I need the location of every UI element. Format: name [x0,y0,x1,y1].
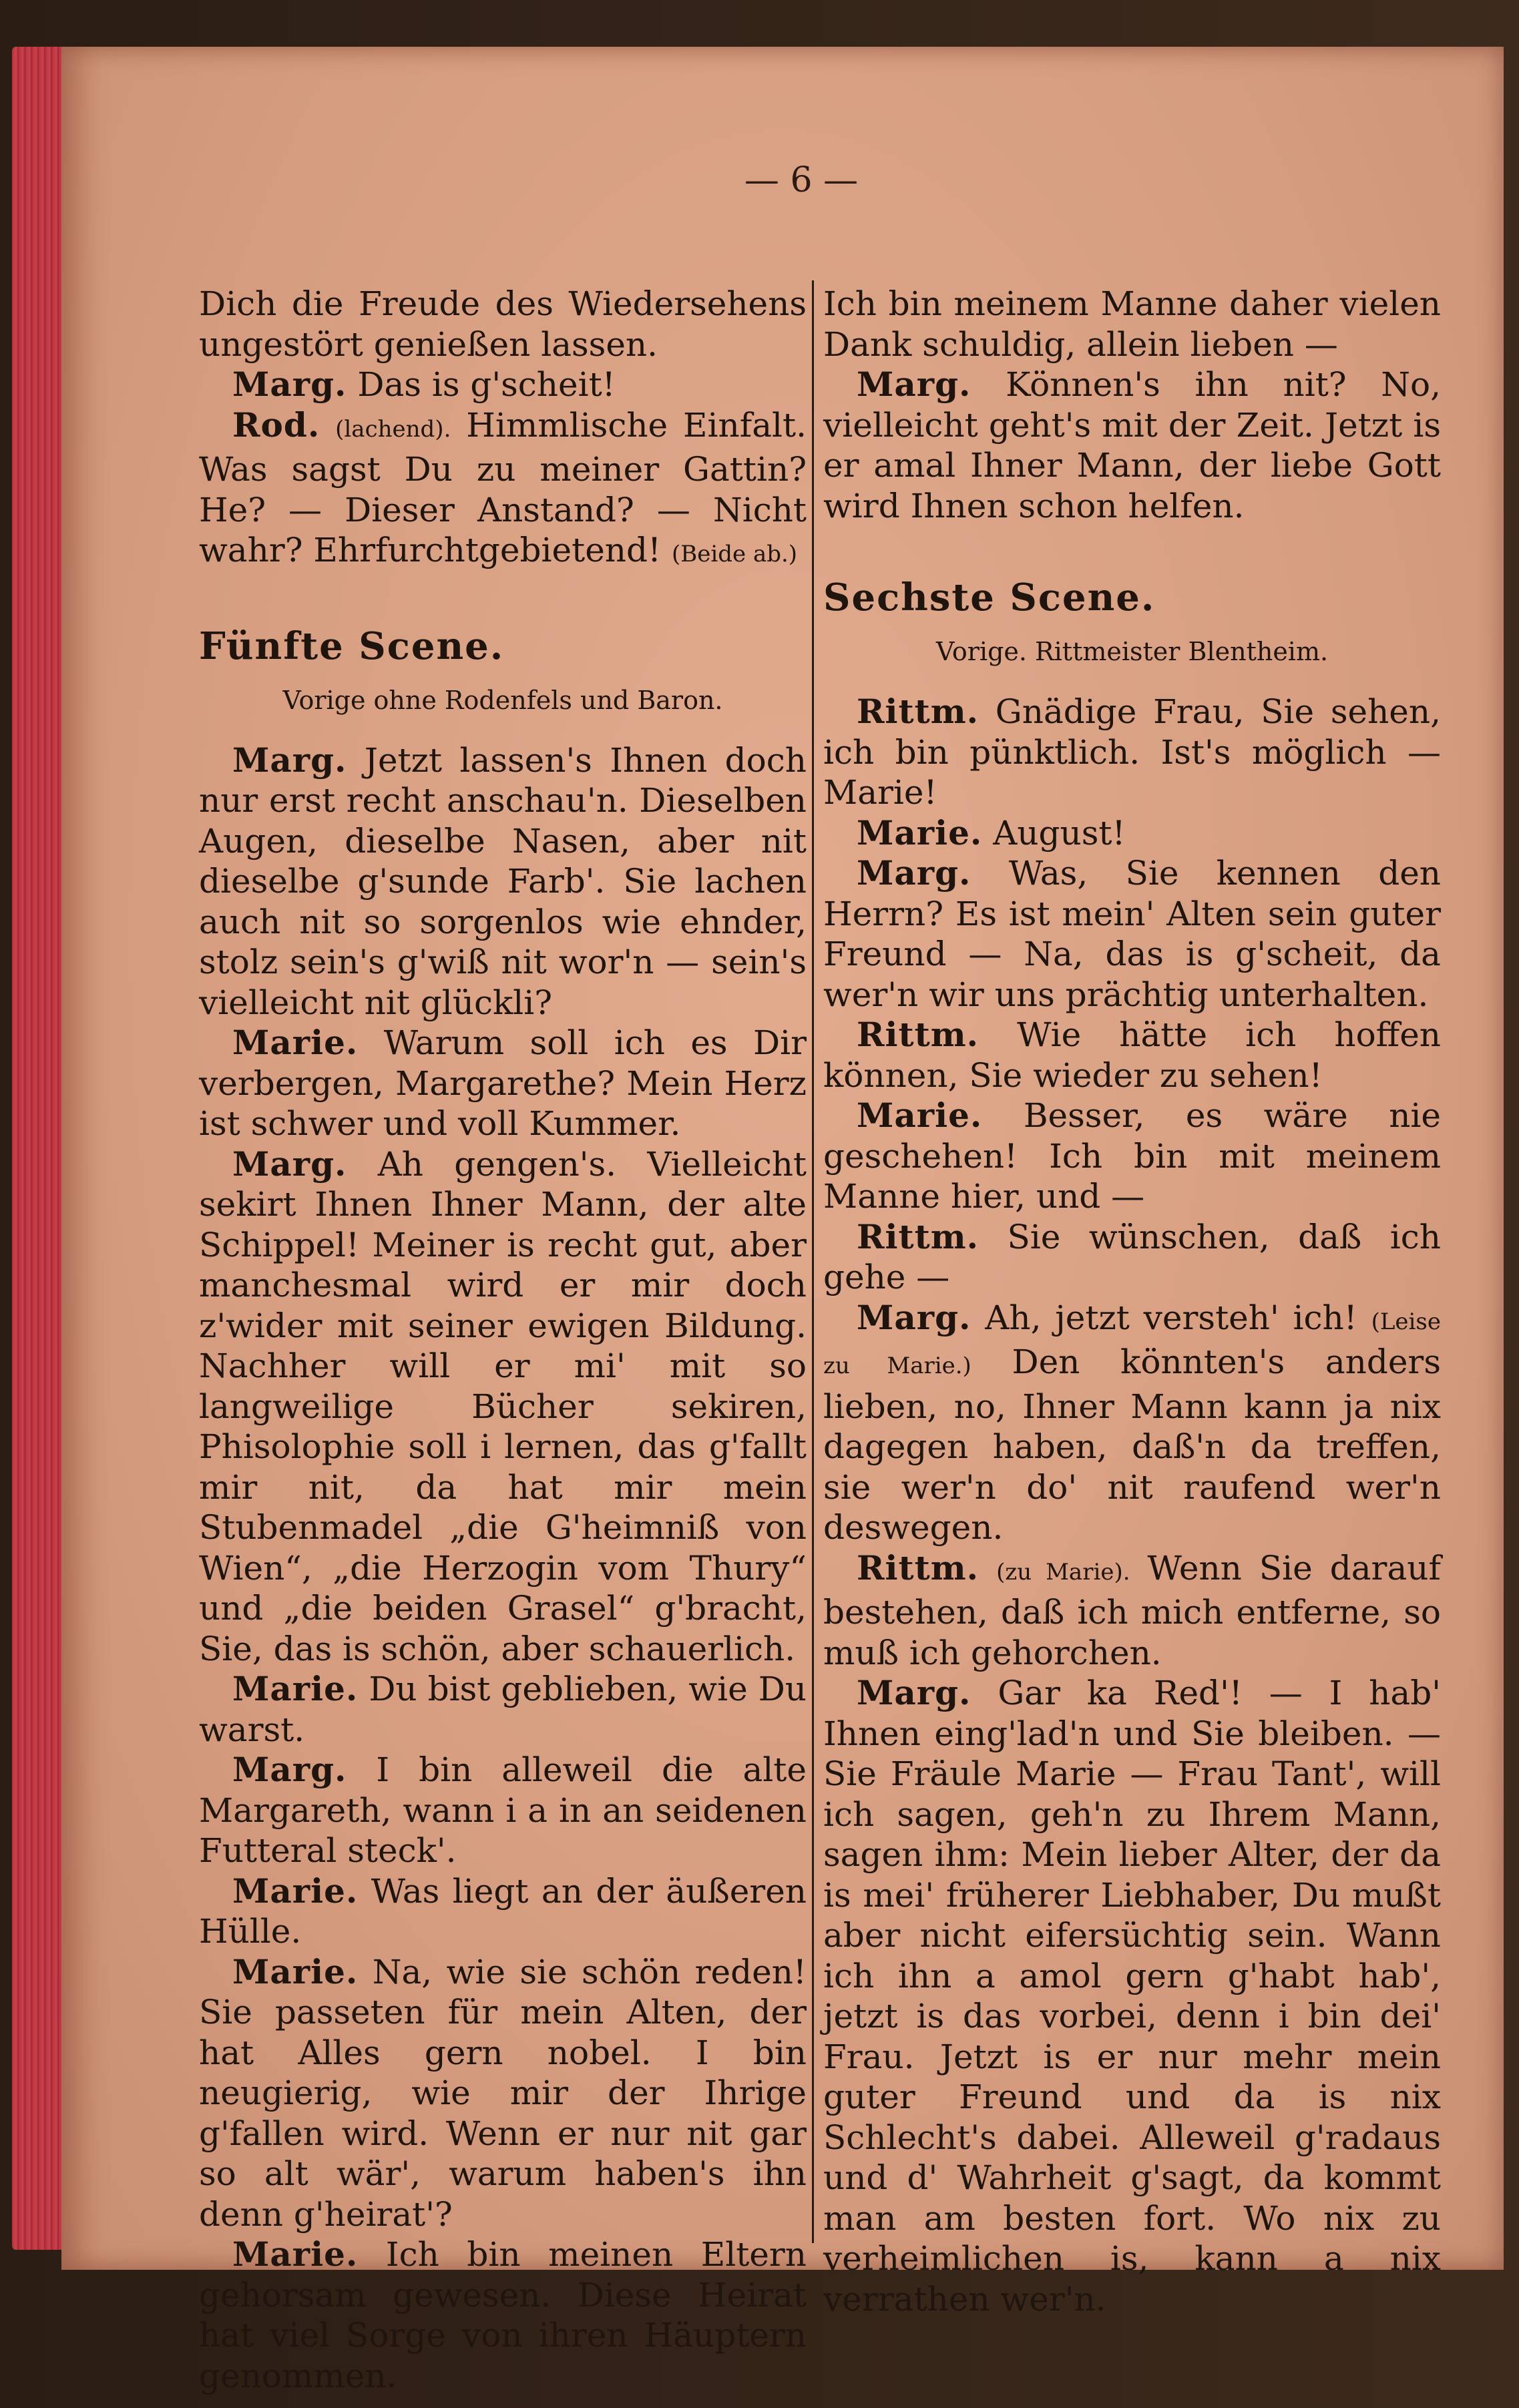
speech-text: I bin alleweil die alte Margareth, wann i a in an seidenen Futteral steck'. [199,1750,807,1870]
speech-text: Was, Sie kennen den Herrn? Es ist mein' Alten sein guter Freund — Na, das is g'scheit, da wer'n wir uns prächtig unterhalten. [823,854,1441,1014]
speech [823,365,1441,526]
speaker: Marie. [857,1096,983,1135]
speech [823,692,1441,813]
page-edges [12,47,65,2250]
speech-text: Gnädige Frau, Sie sehen, ich bin pünktlich. Ist's möglich — Marie! [823,692,1441,812]
page-number: — 6 — [744,160,859,200]
speech [823,1673,1441,2319]
speech-text: Können's ihn nit? No, vielleicht geht's mit der Zeit. Jetzt is er amal Ihner Mann, der liebe Gott wird Ihnen schon helfen. [823,365,1441,525]
speaker: Marie. [232,1871,359,1911]
speech [199,1023,807,1144]
stage-direction: (lachend). [335,415,451,443]
speech [199,1952,807,2235]
speech [199,1871,807,1952]
speaker: Marg. [232,740,347,780]
speaker: Rod. [232,405,320,445]
speech [199,1750,807,1871]
speaker: Marie. [857,812,983,853]
speech-text: Sie wünschen, daß ich gehe — [823,1217,1441,1296]
speaker: Marg. [232,1144,347,1184]
right-column [823,284,1441,2319]
scene-cast: Vorige. Rittmeister Blentheim. [935,637,1329,666]
speaker: Marg. [232,365,347,404]
speech [199,1144,807,1670]
speaker: Marg. [232,1750,347,1789]
speech-text: Na, wie sie schön reden! Sie passeten für mein Alten, der hat Alles gern nobel. I bin neugierig, wie mir der Ihrige g'fallen wird. Wenn er nur nit gar so alt wär', warum haben's ihn denn g'heirat'? [199,1952,807,2234]
speech [199,2234,807,2396]
speech [199,1669,807,1750]
speech-text: Wenn Sie darauf bestehen, daß ich mich entferne, so muß ich gehorchen. [823,1548,1441,1672]
speech-text: Jetzt lassen's Ihnen doch nur erst recht anschau'n. Dieselben Augen, dieselbe Nasen, aber nit dieselbe g'sunde Farb'. Sie lachen auch nit so sorgenlos wie ehnder, stolz sein's g'wiß nit wor'n — sein's vielleicht nit glückli? [199,740,807,1022]
stage-direction: (Beide ab.) [672,541,798,567]
speech-text: Gar ka Red'! — I hab' Ihnen eing'lad'n und Sie bleiben. — Sie Fräule Marie — Frau Tant', will ich sagen, geh'n zu Ihrem Mann, sagen ihm: Mein lieber Alter, der da is mei' früherer Liebhaber, Du mußt aber nicht eifersüchtig sein. Wann ich ihn a amol gern g'habt hab', jetzt is das vorbei, denn i bin dei' Frau. Jetzt is er nur mehr mein guter Freund und da is nix Schlecht's dabei. Alleweil g'radaus und d' Wahrheit g'sagt, da kommt man am besten fort. Wo nix zu verheimlichen is, kann a nix verrathen wer'n. [823,1674,1441,2319]
speech [199,365,807,405]
speech-text: Ah, jetzt versteh' ich! [985,1298,1357,1337]
left-opening-lines: Dich die Freude des Wiedersehens ungestört genießen lassen. [199,284,807,364]
speech-text: Ah gengen's. Vielleicht sekirt Ihnen Ihner Mann, der alte Schippel! Meiner is recht gut, aber manchesmal wird er mir doch z'wider mit seiner ewigen Bildung. Nachher will er mi' mit so langweilige Bücher sekiren, Phisolophie soll i lernen, das g'fallt mir nit, da hat mir mein Stubenmadel „die G'heimniß von Wien“, „die Herzogin vom Thury“ und „die beiden Grasel“ g'bracht, Sie, das is schön, aber schauerlich. [199,1144,807,1668]
speaker: Marie. [232,1023,359,1062]
speech [199,740,807,1023]
speech-text: Himmlische Einfalt. Was sagst Du zu meiner Gattin? He? — Dieser Anstand? — Nicht wahr? Ehrfurchtgebietend! [199,405,807,569]
speech-text: August! [993,813,1126,853]
speech [823,813,1441,854]
speaker: Rittm. [857,1216,980,1256]
speech [823,1015,1441,1096]
scene-heading: Sechste Scene. [823,575,1156,620]
right-opening-lines: Ich bin meinem Manne daher vielen Dank schuldig, allein lieben — [823,284,1441,364]
speaker: Marg. [857,365,971,404]
speech [199,405,807,575]
column-divider [812,280,814,2243]
speech [823,1217,1441,1298]
speaker: Rittm. [857,1547,980,1588]
speaker: Marg. [857,1673,971,1712]
speech-text: Was liegt an der äußeren Hülle. [199,1871,807,1951]
speaker: Rittm. [857,692,980,731]
speech-text: Ich bin meinen Eltern gehorsam gewesen. Diese Heirat hat viel Sorge von ihren Häuptern genommen. [199,2235,807,2395]
speaker: Rittm. [857,1015,980,1054]
speech [823,853,1441,1015]
speaker: Marie. [232,1951,359,1991]
speech-text: Warum soll ich es Dir verbergen, Margarethe? Mein Herz ist schwer und voll Kummer. [199,1023,807,1143]
speech-text: Besser, es wäre nie geschehen! Ich bin mit meinem Manne hier, und — [823,1096,1441,1216]
speech [823,1548,1441,1674]
stage-direction: (Leise zu Marie.) [823,1308,1441,1379]
speech-text: Das is g'scheit! [357,365,616,404]
speaker: Marg. [857,1297,971,1337]
left-column [199,284,807,2396]
speaker: Marie. [232,1669,359,1708]
speech [823,1298,1441,1548]
speaker: Marg. [857,853,971,893]
scene-cast: Vorige ohne Rodenfels und Baron. [282,685,723,715]
speech-text: Du bist geblieben, wie Du warst. [199,1670,807,1749]
stage-direction: (zu Marie). [996,1558,1130,1586]
speech-text: Wie hätte ich hoffen können, Sie wieder zu sehen! [823,1015,1441,1095]
speaker: Marie. [232,2234,359,2274]
scene-heading: Fünfte Scene. [199,624,505,668]
speech-text: Den könnten's anders lieben, no, Ihner Mann kann ja nix dagegen haben, daß'n da treffen, sie wer'n do' nit raufend wer'n deswegen. [823,1343,1441,1547]
speech [823,1096,1441,1217]
